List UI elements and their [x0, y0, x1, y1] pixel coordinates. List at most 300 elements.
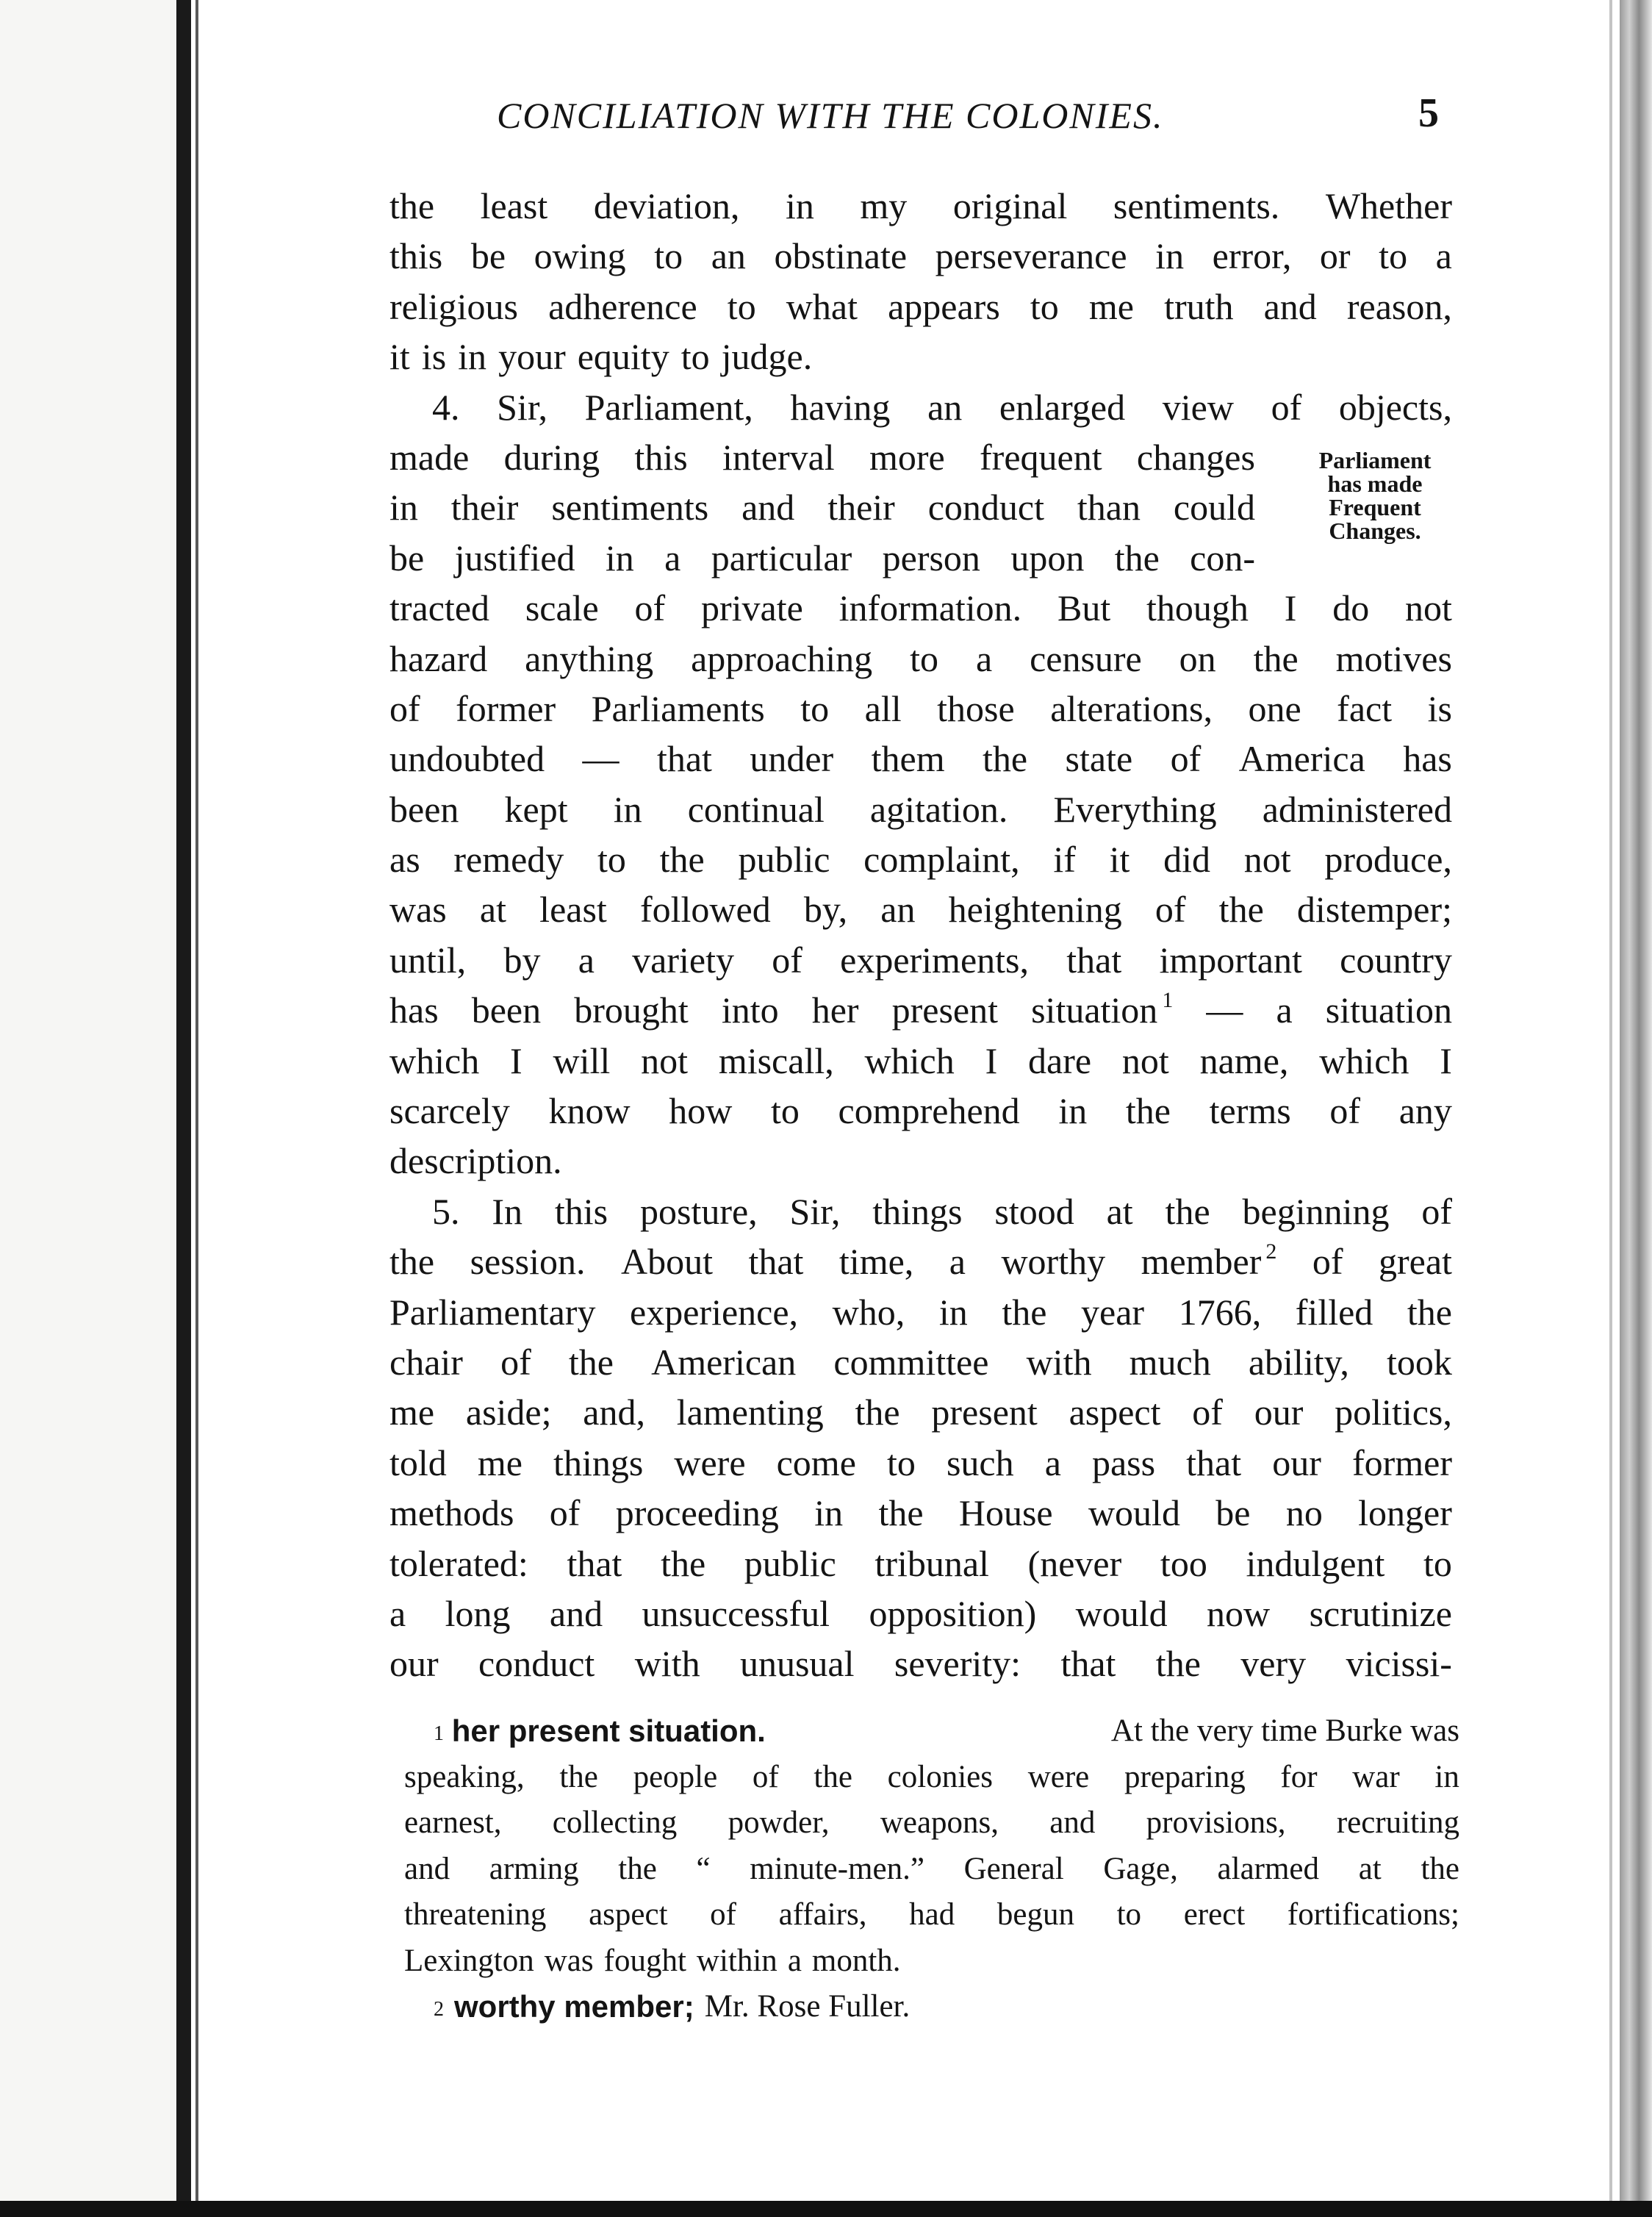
word: and,: [583, 1392, 645, 1433]
word: alarmed: [1217, 1851, 1320, 1886]
word: the: [1407, 1291, 1452, 1333]
word: that: [1186, 1441, 1242, 1483]
word: within: [696, 1943, 777, 1978]
word: a: [664, 537, 681, 579]
word: “: [696, 1851, 711, 1886]
word: having: [790, 386, 891, 428]
word: information.: [838, 587, 1022, 629]
word: by: [503, 939, 541, 981]
scan-right-line: [1609, 0, 1612, 2217]
word: produce,: [1324, 839, 1452, 881]
word: American: [651, 1341, 797, 1383]
word: as: [389, 839, 420, 881]
word: who,: [832, 1291, 905, 1333]
word: not: [641, 1039, 688, 1081]
text-line: [389, 1539, 1452, 1589]
word: to: [1116, 1897, 1142, 1932]
word: would: [1088, 1492, 1180, 1534]
word: too: [1160, 1542, 1207, 1584]
word: a: [1435, 235, 1452, 277]
text-line: [389, 734, 1452, 784]
word: the: [618, 1851, 657, 1886]
word: for: [1280, 1759, 1318, 1794]
word: which: [1319, 1039, 1409, 1081]
footnote-line: [404, 1892, 1459, 1938]
word: unsuccessful: [642, 1592, 830, 1634]
word: to: [886, 1441, 916, 1483]
word: not: [1121, 1039, 1169, 1081]
word: to: [1379, 235, 1408, 277]
word: the: [659, 839, 705, 881]
word: of: [1271, 386, 1302, 428]
word: it: [1109, 839, 1130, 881]
text-line: [389, 482, 1255, 532]
word: long: [445, 1592, 511, 1634]
word: dare: [1028, 1039, 1092, 1081]
footnote-line: [404, 1847, 1459, 1893]
word: the: [1125, 1090, 1171, 1132]
text-line-with-footnote-2: [389, 1236, 1452, 1286]
word: agitation.: [869, 788, 1008, 830]
word: perseverance: [935, 235, 1127, 277]
word: year: [1081, 1291, 1145, 1333]
word: at: [1358, 1851, 1382, 1886]
word: a: [787, 1943, 802, 1978]
word: provisions,: [1146, 1805, 1286, 1840]
word: miscall,: [718, 1039, 834, 1081]
word: and: [1049, 1805, 1096, 1840]
word: or: [1319, 235, 1351, 277]
word: that: [748, 1241, 804, 1283]
word: fought: [603, 1943, 686, 1978]
word: remedy: [453, 839, 564, 881]
word: the: [983, 738, 1028, 780]
margin-note-line: Parliament: [1318, 447, 1432, 473]
word: committee: [833, 1341, 989, 1383]
word: not: [1404, 587, 1452, 629]
word: know: [548, 1090, 631, 1132]
word: Parliamentary: [389, 1291, 596, 1333]
word: interval: [722, 436, 835, 478]
word: affairs,: [778, 1897, 867, 1932]
word: undoubted: [389, 738, 545, 780]
word: it: [389, 336, 410, 378]
word: deviation,: [593, 185, 740, 226]
text-line: [389, 1387, 1452, 1437]
word: obstinate: [774, 235, 908, 277]
text-line: [389, 231, 1452, 281]
word: 1766,: [1178, 1291, 1262, 1333]
word: that: [567, 1542, 622, 1584]
word: much: [1129, 1341, 1211, 1383]
word: present: [931, 1392, 1038, 1433]
footnote-2-label: worthy member;: [454, 1989, 694, 2024]
word: posture,: [639, 1190, 758, 1232]
scan-bottom-edge: [0, 2201, 1652, 2217]
word: war: [1352, 1759, 1400, 1794]
word: methods: [389, 1492, 514, 1534]
word: their: [450, 487, 519, 529]
word: Parliaments: [591, 687, 765, 729]
word: Whether: [1325, 185, 1452, 226]
word: of: [1154, 889, 1186, 931]
word: of: [500, 1341, 531, 1383]
word: our: [1254, 1392, 1304, 1433]
word: appears: [888, 285, 1000, 327]
word: to: [680, 336, 710, 378]
word: a: [578, 939, 595, 981]
word: distemper;: [1296, 889, 1452, 931]
footnote-ref: 1: [1157, 988, 1174, 1013]
word: adherence: [548, 285, 697, 327]
word: to: [1030, 285, 1059, 327]
word: country: [1340, 939, 1452, 981]
word: your: [498, 336, 566, 378]
footnote-line: [404, 1800, 1459, 1847]
word: enlarged: [999, 386, 1126, 428]
word: least: [539, 889, 607, 931]
word: an: [711, 235, 746, 277]
scan-binding-shadow: [195, 0, 198, 2217]
word: could: [1173, 487, 1255, 529]
word: has: [1403, 738, 1452, 780]
word: politics,: [1335, 1392, 1452, 1433]
word: her: [811, 989, 859, 1031]
word: Sir,: [789, 1190, 841, 1232]
word: all: [864, 687, 902, 729]
footnote-2-marker: 2: [434, 1998, 444, 2021]
word: sentiments: [551, 487, 709, 529]
word: error,: [1212, 235, 1292, 277]
word: censure: [1030, 637, 1142, 679]
word: were: [674, 1441, 746, 1483]
word: in: [785, 185, 814, 226]
word: is: [421, 336, 447, 378]
word: will: [553, 1039, 611, 1081]
word: of: [634, 587, 666, 629]
word: in: [605, 537, 634, 579]
word: In: [492, 1190, 523, 1232]
word: though: [1146, 587, 1249, 629]
word: kept: [504, 788, 568, 830]
word: changes: [1136, 436, 1255, 478]
word: those: [937, 687, 1015, 729]
scan-binding-edge: [176, 0, 191, 2217]
word: I: [985, 1039, 998, 1081]
word: collecting: [552, 1805, 678, 1840]
word: state: [1065, 738, 1133, 780]
word: in: [1155, 235, 1185, 277]
word: the: [661, 1542, 706, 1584]
footnote-line: [404, 1755, 1459, 1801]
word: former: [1351, 1441, 1452, 1483]
word: to: [727, 285, 756, 327]
word: conduct: [478, 1643, 595, 1685]
footnotes: [404, 1708, 1459, 2030]
word: 4.: [432, 386, 460, 428]
word: conduct: [927, 487, 1044, 529]
word: me: [1088, 285, 1134, 327]
word: would: [1075, 1592, 1168, 1634]
word: former: [456, 687, 556, 729]
word: of: [772, 939, 802, 981]
word: of: [710, 1897, 736, 1932]
word: been: [471, 989, 542, 1031]
word: the: [568, 1341, 614, 1383]
word: view: [1162, 386, 1234, 428]
paragraph-4-start: [389, 382, 1452, 432]
text-line: [389, 1488, 1452, 1538]
word: the: [1155, 1643, 1201, 1685]
word: be: [1215, 1492, 1251, 1534]
word: religious: [389, 285, 518, 327]
word: experiments,: [840, 939, 1029, 981]
word: —: [1206, 989, 1243, 1031]
word: indulgent: [1246, 1542, 1385, 1584]
word: filled: [1295, 1291, 1373, 1333]
word: were: [1027, 1759, 1090, 1794]
word: the: [1165, 1190, 1210, 1232]
text-line: [389, 784, 1452, 834]
text-line: [389, 1287, 1452, 1337]
text-line: [389, 834, 1452, 884]
text-line: [389, 1136, 1452, 1186]
word: on: [1179, 637, 1216, 679]
word: chair: [389, 1341, 463, 1383]
word: particular: [711, 537, 852, 579]
word: motives: [1335, 637, 1452, 679]
word: that: [656, 738, 712, 780]
word: made: [389, 436, 470, 478]
word: than: [1077, 487, 1141, 529]
word: unusual: [739, 1643, 855, 1685]
word: tolerated:: [389, 1542, 528, 1584]
text-line: [389, 1589, 1452, 1638]
text-line: [389, 583, 1452, 633]
word: session.: [470, 1241, 586, 1283]
word: be: [389, 537, 425, 579]
word: tribunal: [875, 1542, 989, 1584]
word: do: [1332, 587, 1370, 629]
word: and: [404, 1851, 450, 1886]
word: an: [880, 889, 916, 931]
word: and: [1263, 285, 1317, 327]
text-line: [389, 1638, 1452, 1688]
word: pass: [1091, 1441, 1156, 1483]
footnote-2: [404, 1984, 1459, 2030]
word: About: [621, 1241, 713, 1283]
word: one: [1248, 687, 1301, 729]
word: private: [701, 587, 803, 629]
word: the: [559, 1759, 598, 1794]
word: sentiments.: [1113, 185, 1280, 226]
word: which: [389, 1039, 480, 1081]
word: how: [669, 1090, 733, 1132]
word: owing: [534, 235, 626, 277]
word: people: [633, 1759, 718, 1794]
word: recruiting: [1336, 1805, 1459, 1840]
footnote-ref: 2: [1261, 1239, 1277, 1264]
word: vicissi-: [1346, 1643, 1452, 1685]
word: variety: [632, 939, 734, 981]
word: at: [1106, 1190, 1133, 1232]
page-number: 5: [1418, 90, 1439, 136]
word: me: [477, 1441, 522, 1483]
word: to: [800, 687, 830, 729]
text-line: [389, 1086, 1452, 1136]
word: this: [389, 235, 443, 277]
word: equity: [577, 336, 669, 378]
word: this: [554, 1190, 608, 1232]
word: such: [946, 1441, 1014, 1483]
word: the: [389, 185, 435, 226]
word: Lexington: [404, 1943, 534, 1978]
footnote-1-label: her present situation.: [451, 1713, 766, 1748]
word: this: [634, 436, 688, 478]
word: month.: [811, 1943, 901, 1978]
word: proceeding: [615, 1492, 779, 1534]
word: judge.: [721, 336, 813, 378]
footnote-1-first-line: [404, 1708, 1459, 1755]
word: situation: [1325, 989, 1452, 1031]
text-line: [389, 1438, 1452, 1488]
word: their: [827, 487, 895, 529]
word: —: [582, 738, 620, 780]
word: con-: [1190, 537, 1255, 579]
text-line: [389, 432, 1255, 482]
word: beginning: [1242, 1190, 1390, 1232]
word: me: [389, 1392, 435, 1433]
word: been: [389, 788, 459, 830]
word: great: [1379, 1241, 1452, 1283]
word: more: [869, 436, 945, 478]
word: a: [975, 637, 993, 679]
word: in: [613, 788, 642, 830]
word: begun: [996, 1897, 1074, 1932]
word: of: [1312, 1241, 1343, 1283]
word: Sir,: [497, 386, 547, 428]
word: my: [860, 185, 908, 226]
word: in: [1434, 1759, 1459, 1794]
word: justified: [454, 537, 575, 579]
word: of: [1329, 1090, 1361, 1132]
word: member $^2$: [1141, 1239, 1277, 1283]
word: the: [878, 1492, 924, 1534]
word: upon: [1010, 537, 1085, 579]
word: the: [1114, 537, 1160, 579]
word: longer: [1358, 1492, 1452, 1534]
margin-note-line: Frequent: [1329, 494, 1421, 520]
word: (never: [1027, 1542, 1122, 1584]
word: scale: [525, 587, 599, 629]
word: terms: [1209, 1090, 1291, 1132]
word: in: [1058, 1090, 1088, 1132]
word: name,: [1199, 1039, 1289, 1081]
text-line: [389, 634, 1452, 684]
text-line: [389, 332, 1452, 382]
word: to: [1423, 1542, 1452, 1584]
word: aspect: [589, 1897, 668, 1932]
word: which: [864, 1039, 955, 1081]
word: to: [654, 235, 683, 277]
footnote-1-head: [434, 1708, 766, 1755]
word: General: [963, 1851, 1064, 1886]
word: original: [952, 185, 1068, 226]
word: is: [1427, 687, 1452, 729]
text-line: [389, 282, 1452, 332]
word: present: [891, 989, 999, 1031]
word: has: [389, 989, 439, 1031]
word: in: [389, 487, 418, 529]
paragraph-5-start: [389, 1186, 1452, 1236]
word: tracted: [389, 587, 490, 629]
word: in: [938, 1291, 968, 1333]
word: objects,: [1338, 386, 1452, 428]
word: fact: [1337, 687, 1393, 729]
word: of: [549, 1492, 581, 1534]
word: the: [855, 1392, 900, 1433]
word: what: [786, 285, 858, 327]
word: preparing: [1124, 1759, 1246, 1794]
word: with: [634, 1643, 700, 1685]
word: under: [750, 738, 834, 780]
word: ability,: [1248, 1341, 1349, 1383]
word: in: [458, 336, 487, 378]
word: and: [741, 487, 795, 529]
margin-note-line: Changes.: [1329, 517, 1421, 544]
word: followed: [639, 889, 771, 931]
word: of: [1192, 1392, 1223, 1433]
word: reason,: [1346, 285, 1452, 327]
word: with: [1026, 1341, 1092, 1383]
word: of: [752, 1759, 779, 1794]
word: description.: [389, 1140, 562, 1182]
word: our: [1272, 1441, 1321, 1483]
word: erect: [1183, 1897, 1246, 1932]
text-line: [389, 935, 1452, 985]
text-line-with-footnote-1: [389, 985, 1452, 1035]
word: told: [389, 1441, 447, 1483]
word: fortifications;: [1287, 1897, 1459, 1932]
text-line: [389, 884, 1452, 934]
word: a: [949, 1241, 966, 1283]
word: until,: [389, 939, 467, 981]
word: America: [1238, 738, 1365, 780]
word: the: [1253, 637, 1299, 679]
word: to: [597, 839, 626, 881]
word: at: [479, 889, 507, 931]
word: and: [549, 1592, 603, 1634]
word: the: [1421, 1851, 1459, 1886]
word: of: [1421, 1190, 1452, 1232]
word: the: [1002, 1291, 1047, 1333]
word: brought: [574, 989, 689, 1031]
word: scarcely: [389, 1090, 510, 1132]
word: very: [1240, 1643, 1307, 1685]
word: I: [510, 1039, 522, 1081]
word: be: [470, 235, 506, 277]
word: hazard: [389, 637, 488, 679]
word: anything: [525, 637, 654, 679]
word: person: [882, 537, 980, 579]
word: to: [910, 637, 939, 679]
word: least: [480, 185, 548, 226]
word: earnest,: [404, 1805, 502, 1840]
word: any: [1398, 1090, 1452, 1132]
word: things: [553, 1441, 644, 1483]
word: truth: [1164, 285, 1234, 327]
word: I: [1440, 1039, 1452, 1081]
